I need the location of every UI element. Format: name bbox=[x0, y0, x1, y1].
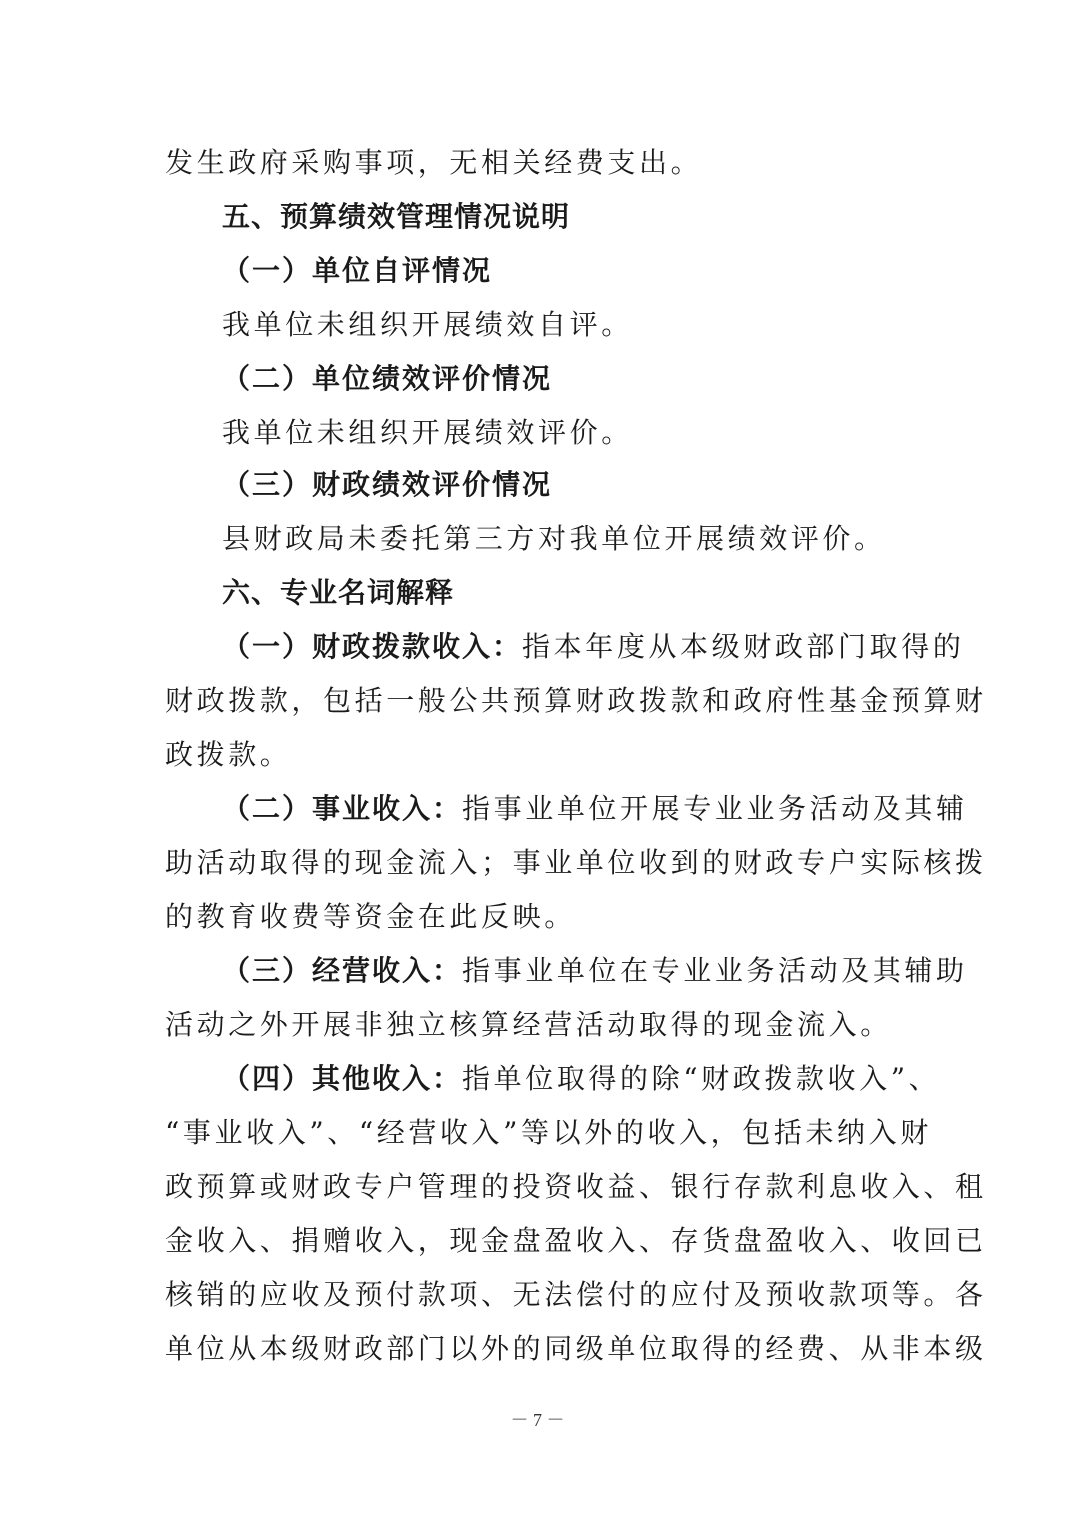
paragraph-line bbox=[165, 897, 915, 937]
line-text: 县财政局未委托第三方对我单位开展绩效评价。 bbox=[222, 522, 886, 555]
paragraph-line bbox=[165, 681, 987, 721]
paragraph-line bbox=[165, 1275, 987, 1315]
subheading-self-evaluation bbox=[222, 251, 915, 291]
term-definition-line bbox=[222, 951, 968, 991]
subheading-finance-evaluation bbox=[222, 465, 915, 505]
line-text: 发生政府采购事项，无相关经费支出。 bbox=[165, 146, 703, 179]
line-text: 我单位未组织开展绩效评价。 bbox=[222, 416, 633, 449]
paragraph-line bbox=[165, 1113, 932, 1153]
line-text: 助活动取得的现金流入；事业单位收到的财政专户实际核拨 bbox=[165, 846, 987, 879]
line-text: 六、专业名词解释 bbox=[222, 576, 455, 609]
paragraph-line bbox=[165, 1167, 987, 1207]
term-definition-line bbox=[222, 627, 965, 667]
line-text: （一）单位自评情况 bbox=[222, 254, 493, 287]
line-text: 政拨款。 bbox=[165, 738, 292, 771]
line-text: “事业收入”、“经营收入”等以外的收入，包括未纳入财 bbox=[165, 1116, 932, 1149]
line-text: 指本年度从本级财政部门取得的 bbox=[522, 630, 965, 663]
line-text: （二）单位绩效评价情况 bbox=[222, 362, 553, 395]
term-label: （二）事业收入： bbox=[222, 792, 463, 825]
term-definition-line bbox=[222, 789, 968, 829]
line-text: 五、预算绩效管理情况说明 bbox=[222, 200, 571, 233]
line-text: 财政拨款，包括一般公共预算财政拨款和政府性基金预算财 bbox=[165, 684, 987, 717]
paragraph-line bbox=[222, 305, 915, 345]
page-number: － 7 － bbox=[510, 1410, 565, 1430]
paragraph-line bbox=[165, 143, 915, 183]
line-text: 我单位未组织开展绩效自评。 bbox=[222, 308, 633, 341]
paragraph-line bbox=[165, 1005, 915, 1045]
line-text: 指事业单位在专业业务活动及其辅助 bbox=[462, 954, 968, 987]
line-text: 金收入、捐赠收入，现金盘盈收入、存货盘盈收入、收回已 bbox=[165, 1224, 987, 1257]
paragraph-line bbox=[165, 843, 987, 883]
line-text: 指事业单位开展专业业务活动及其辅 bbox=[462, 792, 968, 825]
term-label: （四）其他收入： bbox=[222, 1062, 463, 1095]
term-definition-line bbox=[222, 1059, 941, 1099]
term-label: （一）财政拨款收入： bbox=[222, 630, 523, 663]
subheading-unit-evaluation bbox=[222, 359, 915, 399]
line-text: 政预算或财政专户管理的投资收益、银行存款利息收入、租 bbox=[165, 1170, 987, 1203]
paragraph-line bbox=[222, 519, 915, 559]
line-text: 核销的应收及预付款项、无法偿付的应付及预收款项等。各 bbox=[165, 1278, 987, 1311]
line-text: （三）财政绩效评价情况 bbox=[222, 468, 553, 501]
paragraph-line bbox=[165, 735, 915, 775]
paragraph-line bbox=[165, 1221, 987, 1261]
paragraph-line bbox=[165, 1329, 987, 1369]
line-text: 单位从本级财政部门以外的同级单位取得的经费、从非本级 bbox=[165, 1332, 987, 1365]
line-text: 的教育收费等资金在此反映。 bbox=[165, 900, 576, 933]
term-label: （三）经营收入： bbox=[222, 954, 463, 987]
line-text: 指单位取得的除“财政拨款收入”、 bbox=[462, 1062, 941, 1095]
paragraph-line bbox=[222, 413, 915, 453]
section-heading-5 bbox=[222, 197, 915, 237]
section-heading-6 bbox=[222, 573, 915, 613]
line-text: 活动之外开展非独立核算经营活动取得的现金流入。 bbox=[165, 1008, 892, 1041]
